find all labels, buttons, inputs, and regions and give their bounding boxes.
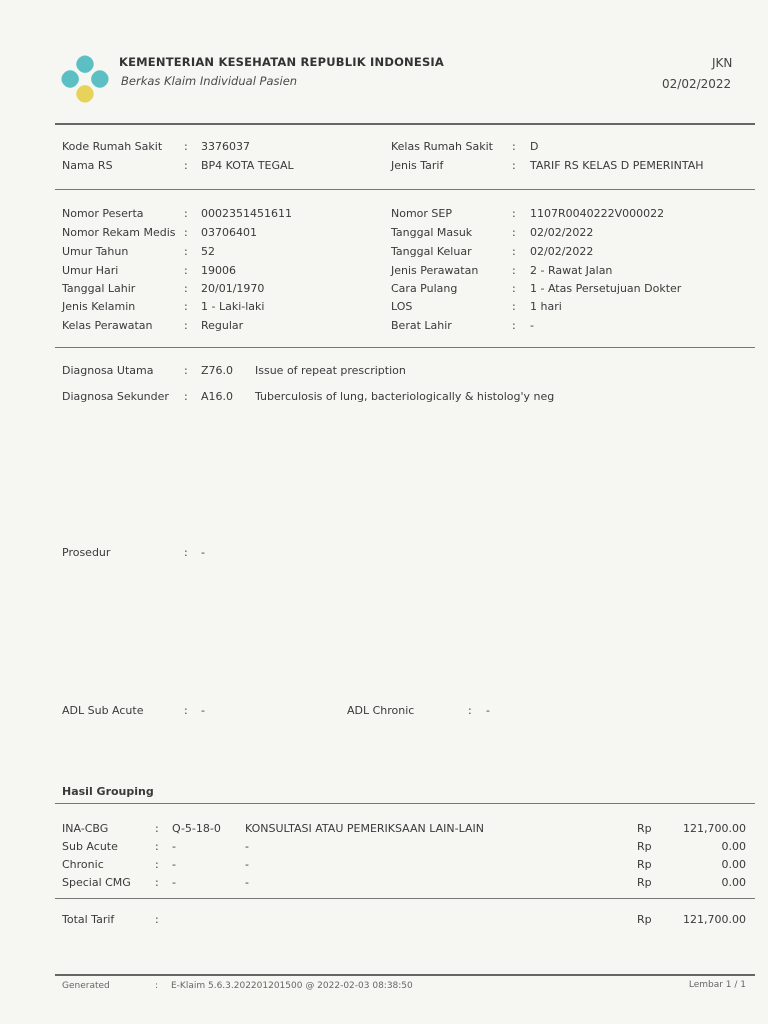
diagnosa-sekunder-label: Diagnosa Sekunder bbox=[62, 390, 169, 403]
adl-sub-acute-value: - bbox=[201, 704, 205, 717]
document-date: 02/02/2022 bbox=[662, 77, 732, 91]
colon: : bbox=[184, 300, 188, 313]
berat-lahir-value: - bbox=[530, 319, 534, 332]
jenis-perawatan-label: Jenis Perawatan bbox=[391, 264, 479, 277]
diagnosa-sekunder-code: A16.0 bbox=[201, 390, 234, 403]
berat-lahir-label: Berat Lahir bbox=[391, 319, 452, 332]
kelas-rs-value: D bbox=[530, 140, 539, 153]
colon: : bbox=[512, 264, 516, 277]
grouping-row-amount: 0.00 bbox=[721, 876, 746, 889]
grouping-row-code: - bbox=[172, 840, 176, 853]
grouping-row-label: Sub Acute bbox=[62, 840, 118, 853]
umur-hari-label: Umur Hari bbox=[62, 264, 119, 277]
grouping-row-label: Chronic bbox=[62, 858, 104, 871]
colon: : bbox=[155, 840, 159, 853]
tanggal-lahir-label: Tanggal Lahir bbox=[62, 282, 136, 295]
colon: : bbox=[512, 140, 516, 153]
jenis-kelamin-label: Jenis Kelamin bbox=[62, 300, 136, 313]
colon: : bbox=[155, 913, 159, 926]
grouping-row-desc: KONSULTASI ATAU PEMERIKSAAN LAIN-LAIN bbox=[245, 822, 484, 835]
nomor-peserta-value: 0002351451611 bbox=[201, 207, 292, 220]
ministry-title: KEMENTERIAN KESEHATAN REPUBLIK INDONESIA bbox=[119, 55, 445, 69]
colon: : bbox=[184, 282, 188, 295]
colon: : bbox=[184, 159, 188, 172]
jenis-tarif-label: Jenis Tarif bbox=[391, 159, 444, 172]
grouping-row-desc: - bbox=[245, 858, 249, 871]
grouping-row-code: - bbox=[172, 876, 176, 889]
diagnosa-sekunder-desc: Tuberculosis of lung, bacteriologically & histolog'y neg bbox=[255, 390, 555, 403]
grouping-row-currency: Rp bbox=[637, 858, 652, 871]
kode-rs-label: Kode Rumah Sakit bbox=[62, 140, 163, 153]
total-tarif-currency: Rp bbox=[637, 913, 652, 926]
colon: : bbox=[184, 390, 188, 403]
cara-pulang-value: 1 - Atas Persetujuan Dokter bbox=[530, 282, 682, 295]
nomor-sep-label: Nomor SEP bbox=[391, 207, 452, 220]
tanggal-masuk-label: Tanggal Masuk bbox=[391, 226, 473, 239]
los-value: 1 hari bbox=[530, 300, 562, 313]
colon: : bbox=[155, 858, 159, 871]
jenis-perawatan-value: 2 - Rawat Jalan bbox=[530, 264, 613, 277]
nama-rs-value: BP4 KOTA TEGAL bbox=[201, 159, 294, 172]
footer-page-number: Lembar 1 / 1 bbox=[688, 980, 746, 990]
grouping-row-amount: 121,700.00 bbox=[683, 822, 746, 835]
nomor-rekam-medis-label: Nomor Rekam Medis bbox=[62, 226, 176, 239]
total-tarif-label: Total Tarif bbox=[62, 913, 115, 926]
diagnosa-utama-label: Diagnosa Utama bbox=[62, 364, 154, 377]
umur-tahun-value: 52 bbox=[201, 245, 215, 258]
program-label: JKN bbox=[712, 56, 733, 70]
kelas-perawatan-value: Regular bbox=[201, 319, 244, 332]
grouping-row-desc: - bbox=[245, 876, 249, 889]
colon: : bbox=[184, 546, 188, 559]
total-tarif-amount: 121,700.00 bbox=[683, 913, 746, 926]
tanggal-masuk-value: 02/02/2022 bbox=[530, 226, 594, 239]
kode-rs-value: 3376037 bbox=[201, 140, 250, 153]
los-label: LOS bbox=[391, 300, 413, 313]
diagnosa-utama-code: Z76.0 bbox=[201, 364, 234, 377]
nomor-sep-value: 1107R0040222V000022 bbox=[530, 207, 665, 220]
tanggal-keluar-value: 02/02/2022 bbox=[530, 245, 594, 258]
colon: : bbox=[468, 704, 472, 717]
umur-hari-value: 19006 bbox=[201, 264, 236, 277]
grouping-row-code: - bbox=[172, 858, 176, 871]
hasil-grouping-title: Hasil Grouping bbox=[62, 785, 154, 798]
grouping-row-label: Special CMG bbox=[62, 876, 131, 889]
kelas-rs-label: Kelas Rumah Sakit bbox=[391, 140, 493, 153]
colon: : bbox=[184, 245, 188, 258]
footer-generated-value: E-Klaim 5.6.3.202201201500 @ 2022-02-03 08:38:50 bbox=[171, 981, 413, 991]
colon: : bbox=[155, 822, 159, 835]
nama-rs-label: Nama RS bbox=[62, 159, 113, 172]
colon: : bbox=[512, 159, 516, 172]
jenis-tarif-value: TARIF RS KELAS D PEMERINTAH bbox=[530, 159, 704, 172]
grouping-row-code: Q-5-18-0 bbox=[172, 822, 221, 835]
prosedur-label: Prosedur bbox=[62, 546, 111, 559]
total-divider bbox=[55, 898, 755, 899]
colon: : bbox=[512, 207, 516, 220]
prosedur-value: - bbox=[201, 546, 205, 559]
grouping-row-currency: Rp bbox=[637, 840, 652, 853]
adl-chronic-value: - bbox=[486, 704, 490, 717]
nomor-peserta-label: Nomor Peserta bbox=[62, 207, 144, 220]
grouping-row-label: INA-CBG bbox=[62, 822, 109, 835]
footer-divider bbox=[55, 974, 755, 976]
jenis-kelamin-value: 1 - Laki-laki bbox=[201, 300, 265, 313]
header-divider bbox=[55, 123, 755, 125]
colon: : bbox=[184, 319, 188, 332]
cara-pulang-label: Cara Pulang bbox=[391, 282, 458, 295]
colon: : bbox=[512, 300, 516, 313]
adl-chronic-label: ADL Chronic bbox=[347, 704, 415, 717]
grouping-row-currency: Rp bbox=[637, 876, 652, 889]
colon: : bbox=[512, 245, 516, 258]
nomor-rekam-medis-value: 03706401 bbox=[201, 226, 257, 239]
section-divider bbox=[55, 347, 755, 348]
colon: : bbox=[184, 264, 188, 277]
colon: : bbox=[184, 140, 188, 153]
grouping-row-amount: 0.00 bbox=[721, 858, 746, 871]
grouping-row-currency: Rp bbox=[637, 822, 652, 835]
tanggal-lahir-value: 20/01/1970 bbox=[201, 282, 265, 295]
footer-generated-label: Generated bbox=[62, 981, 110, 991]
colon: : bbox=[184, 364, 188, 377]
section-divider bbox=[55, 189, 755, 190]
diagnosa-utama-desc: Issue of repeat prescription bbox=[255, 364, 406, 377]
ministry-logo-icon bbox=[57, 50, 113, 108]
colon: : bbox=[155, 876, 159, 889]
grouping-row-amount: 0.00 bbox=[721, 840, 746, 853]
kelas-perawatan-label: Kelas Perawatan bbox=[62, 319, 153, 332]
colon: : bbox=[155, 981, 159, 991]
grouping-divider bbox=[55, 803, 755, 804]
colon: : bbox=[512, 282, 516, 295]
colon: : bbox=[184, 704, 188, 717]
colon: : bbox=[184, 226, 188, 239]
tanggal-keluar-label: Tanggal Keluar bbox=[391, 245, 472, 258]
document-subtitle: Berkas Klaim Individual Pasien bbox=[121, 74, 298, 88]
adl-sub-acute-label: ADL Sub Acute bbox=[62, 704, 144, 717]
colon: : bbox=[512, 319, 516, 332]
umur-tahun-label: Umur Tahun bbox=[62, 245, 129, 258]
grouping-row-desc: - bbox=[245, 840, 249, 853]
colon: : bbox=[184, 207, 188, 220]
colon: : bbox=[512, 226, 516, 239]
